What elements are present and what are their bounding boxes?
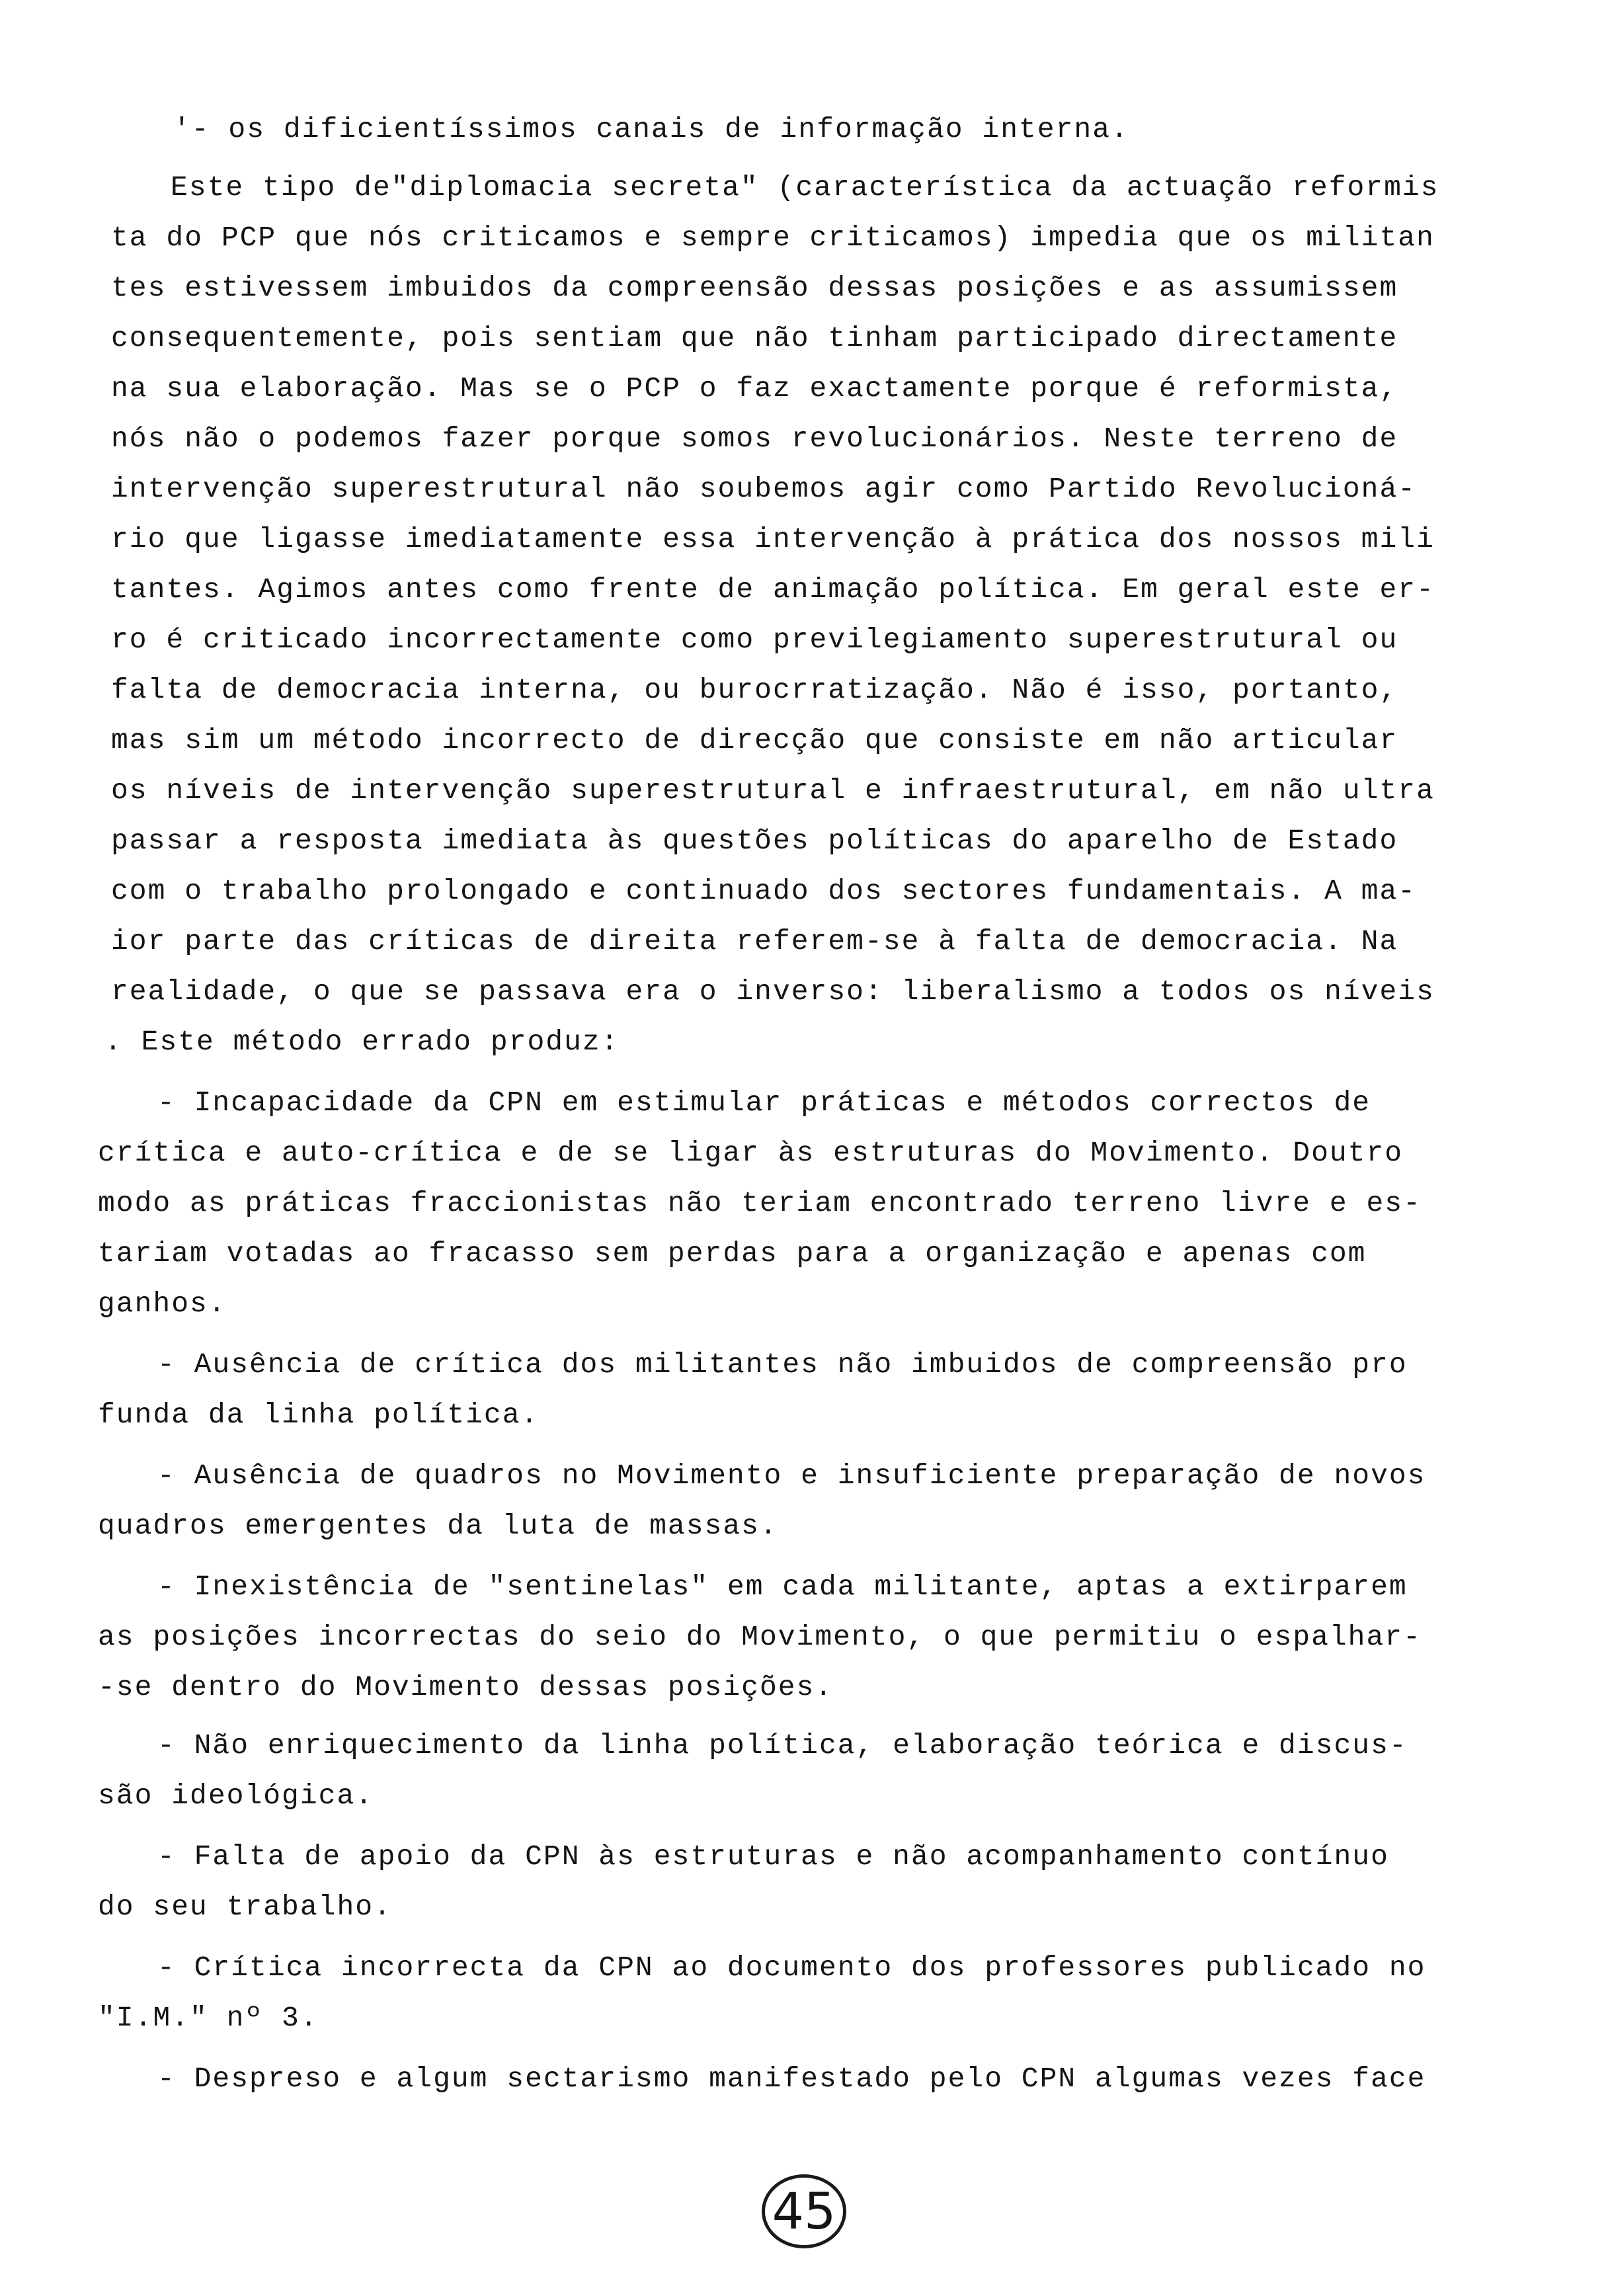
- text-line: com o trabalho prolongado e continuado dos sectores fundamentais. A ma-: [111, 875, 1417, 907]
- text-line: na sua elaboração. Mas se o PCP o faz exactamente porque é reformista,: [111, 372, 1398, 405]
- text-line: '- os dificientíssimos canais de informação interna.: [173, 113, 1129, 145]
- text-line: - Não enriquecimento da linha política, elaboração teórica e discus-: [157, 1729, 1408, 1762]
- text-line: falta de democracia interna, ou burocrratização. Não é isso, portanto,: [111, 674, 1398, 706]
- text-line: realidade, o que se passava era o inverso: liberalismo a todos os níveis: [111, 975, 1435, 1008]
- text-line: ta do PCP que nós criticamos e sempre criticamos) impedia que os militan: [111, 222, 1435, 254]
- text-line: -se dentro do Movimento dessas posições.: [98, 1671, 834, 1703]
- text-line: tantes. Agimos antes como frente de animação política. Em geral este er-: [111, 573, 1435, 606]
- text-line: ganhos.: [98, 1288, 227, 1320]
- text-line: passar a resposta imediata às questões políticas do aparelho de Estado: [111, 825, 1398, 857]
- text-line: intervenção superestrutural não soubemos agir como Partido Revolucioná-: [111, 473, 1417, 505]
- text-line: rio que ligasse imediatamente essa intervenção à prática dos nossos mili: [111, 523, 1435, 555]
- text-line: ior parte das críticas de direita referem-se à falta de democracia. Na: [111, 925, 1398, 958]
- text-line: - Incapacidade da CPN em estimular práticas e métodos correctos de: [157, 1086, 1371, 1119]
- text-line: tes estivessem imbuidos da compreensão dessas posições e as assumissem: [111, 272, 1398, 304]
- page-number: 45: [762, 2174, 846, 2248]
- text-line: nós não o podemos fazer porque somos revolucionários. Neste terreno de: [111, 423, 1398, 455]
- text-line: - Despreso e algum sectarismo manifestado pelo CPN algumas vezes face: [157, 2063, 1426, 2095]
- text-line: funda da linha política.: [98, 1399, 540, 1431]
- text-line: . Este método errado produz:: [104, 1026, 620, 1058]
- text-line: - Inexistência de "sentinelas" em cada militante, aptas a extirparem: [157, 1571, 1408, 1603]
- text-line: modo as práticas fraccionistas não teriam encontrado terreno livre e es-: [98, 1187, 1422, 1219]
- text-line: são ideológica.: [98, 1780, 374, 1812]
- text-line: - Ausência de quadros no Movimento e insuficiente preparação de novos: [157, 1459, 1426, 1492]
- text-line: crítica e auto-crítica e de se ligar às estruturas do Movimento. Doutro: [98, 1137, 1404, 1169]
- text-line: as posições incorrectas do seio do Movimento, o que permitiu o espalhar-: [98, 1621, 1422, 1653]
- text-line: tariam votadas ao fracasso sem perdas para a organização e apenas com: [98, 1237, 1367, 1270]
- text-line: - Falta de apoio da CPN às estruturas e não acompanhamento contínuo: [157, 1840, 1389, 1873]
- text-line: ro é criticado incorrectamente como previlegiamento superestrutural ou: [111, 624, 1398, 656]
- text-line: quadros emergentes da luta de massas.: [98, 1510, 778, 1542]
- text-line: os níveis de intervenção superestrutural e infraestrutural, em não ultra: [111, 774, 1435, 807]
- text-line: do seu trabalho.: [98, 1891, 392, 1923]
- text-line: - Crítica incorrecta da CPN ao documento dos professores publicado no: [157, 1951, 1426, 1984]
- text-line: "I.M." nº 3.: [98, 2002, 319, 2034]
- text-line: consequentemente, pois sentiam que não tinham participado directamente: [111, 322, 1398, 354]
- text-line: mas sim um método incorrecto de direcção que consiste em não articular: [111, 724, 1398, 757]
- text-line: - Ausência de crítica dos militantes não imbuidos de compreensão pro: [157, 1348, 1408, 1381]
- text-line: Este tipo de"diplomacia secreta" (característica da actuação reformis: [171, 171, 1439, 204]
